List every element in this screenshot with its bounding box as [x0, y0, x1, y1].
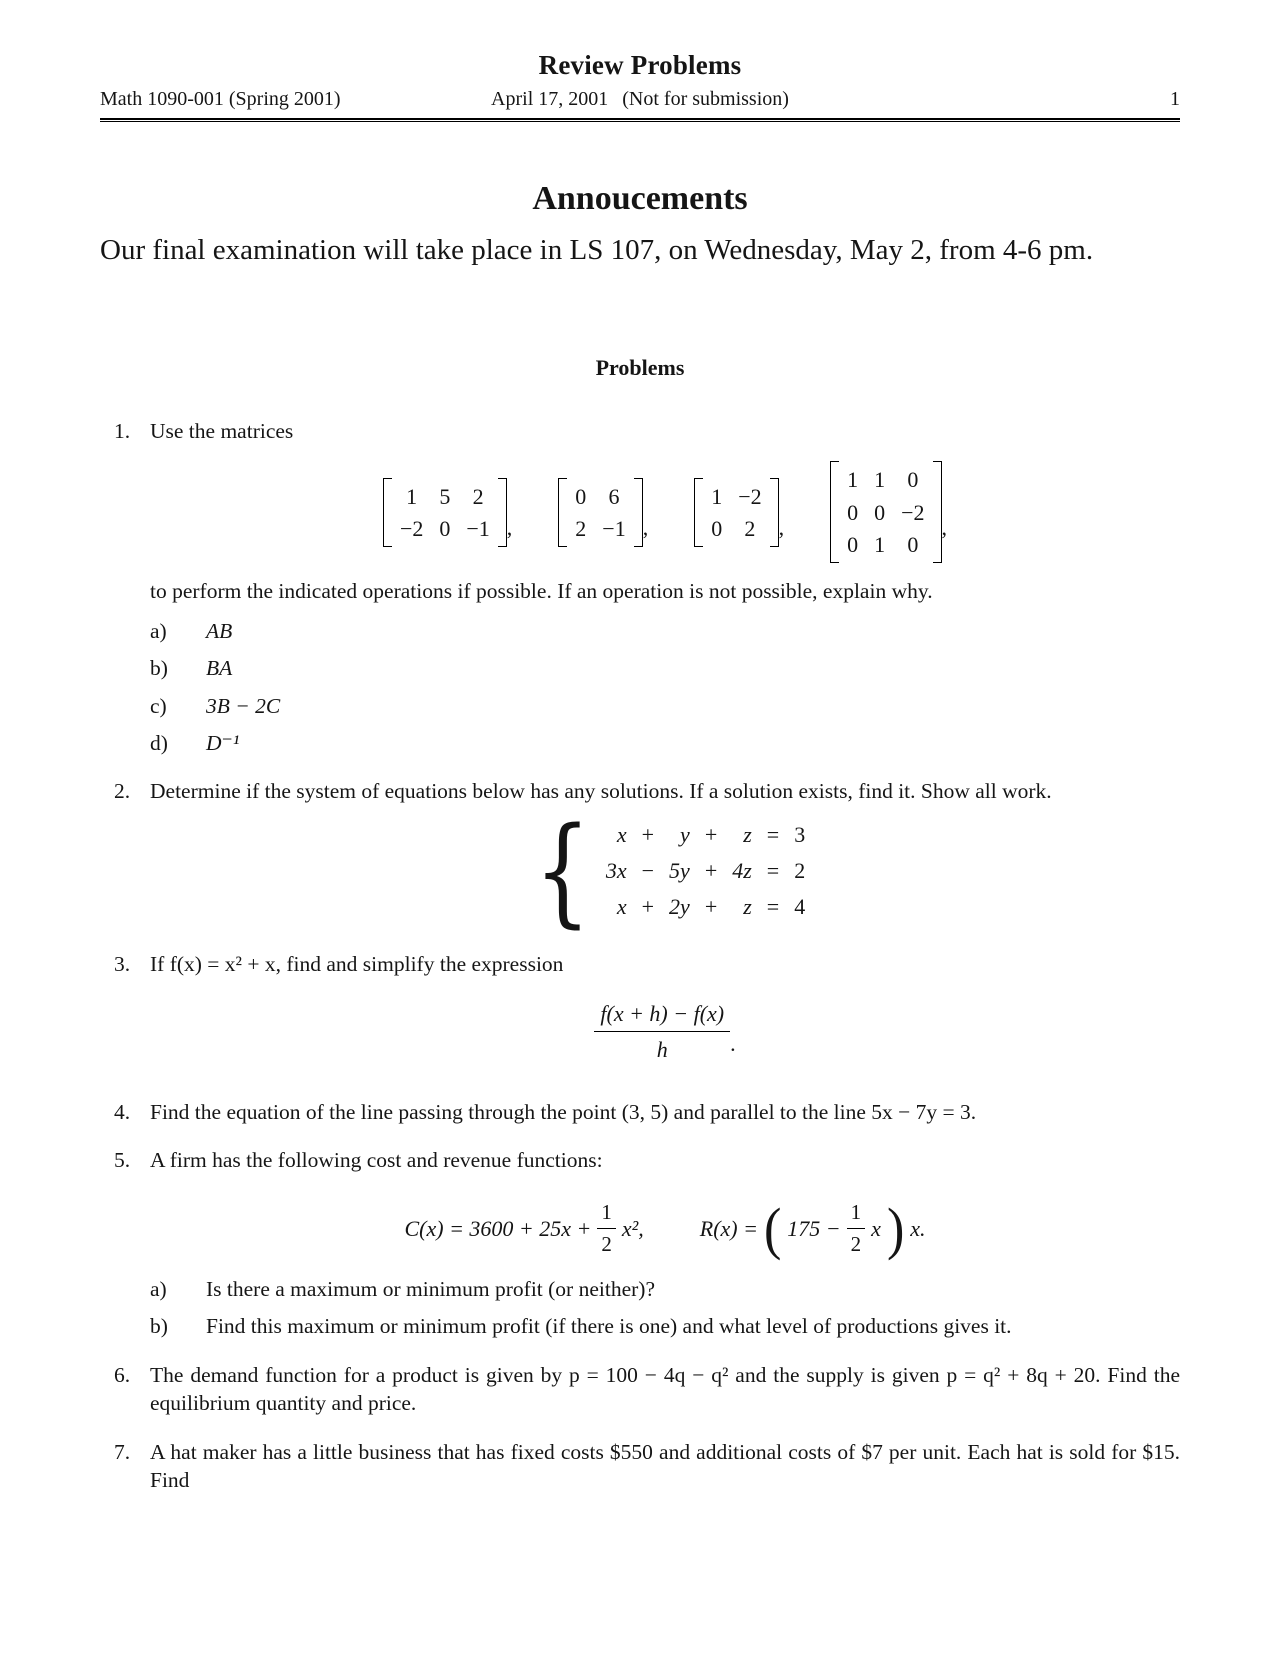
matrix-cell: −2 [901, 499, 925, 525]
subitem-label: b) [150, 1314, 168, 1339]
matrix-cell: 0 [907, 531, 919, 557]
system-token: z [743, 893, 752, 919]
problem-number: 1. [114, 419, 131, 444]
header-meta [100, 88, 1180, 111]
subitem-math: D⁻¹ [206, 731, 240, 756]
expression-fraction [150, 999, 1180, 1064]
cost-revenue-equation [150, 1195, 1180, 1261]
subitem-label: a) [150, 618, 167, 643]
matrix-row [150, 461, 1180, 562]
problem-number: 7. [114, 1439, 131, 1464]
page-title: Review Problems [538, 50, 742, 80]
system-token: x [616, 821, 627, 847]
problem-body [150, 1361, 1180, 1418]
problem-text: Determine if the system of equations below has any solutions. If a solution exists, find it. Show all work. [150, 779, 1052, 804]
system-grid [606, 820, 805, 921]
problem-body [150, 1098, 1180, 1126]
system-token: + [641, 893, 655, 919]
announcement-text: Our final examination will take place in LS 107, on Wednesday, May 2, from 4-6 pm. [100, 234, 1094, 266]
fraction-numerator: f(x + h) − f(x) [594, 999, 730, 1032]
problem-text: Find the equation of the line passing through the point (3, 5) and parallel to the line 5x − 7y = 3. [150, 1099, 977, 1124]
system-token: − [641, 857, 655, 883]
system-token: + [704, 857, 718, 883]
matrix-cell: −1 [602, 515, 626, 541]
problem-list [100, 417, 1180, 1494]
problem-body [150, 1146, 1180, 1341]
matrix-a [383, 478, 507, 547]
subitem-math: AB [206, 618, 233, 643]
problem-body [150, 777, 1180, 939]
problem-1 [114, 417, 1180, 757]
small-fraction [597, 1199, 616, 1259]
system-token: 2 [794, 857, 806, 883]
subitem-label: b) [150, 656, 168, 681]
matrix-b-grid [567, 478, 633, 547]
fraction-denominator: h [656, 1036, 668, 1062]
right-bracket [498, 478, 507, 547]
subitem-d [150, 729, 1180, 757]
problem-number: 6. [114, 1362, 131, 1387]
problem-body [150, 1438, 1180, 1495]
fraction-denominator: 2 [601, 1232, 612, 1257]
matrix-cell: 2 [472, 483, 484, 509]
problem-6 [114, 1361, 1180, 1418]
problem-body [150, 950, 1180, 1077]
fraction-period: . [730, 1030, 736, 1056]
eq-token: x [871, 1216, 881, 1242]
subitem-text: Find this maximum or minimum profit (if there is one) and what level of productions gives it. [206, 1314, 1012, 1339]
matrix-cell: 0 [874, 499, 886, 525]
system-token: + [704, 893, 718, 919]
problems-heading: Problems [595, 355, 685, 381]
eq-token: 175 − [787, 1216, 841, 1242]
submission-note: (Not for submission) [622, 88, 789, 110]
matrix-cell: 0 [439, 515, 451, 541]
problem-text: If f(x) = x² + x, find and simplify the expression [150, 952, 564, 977]
matrix-cell: 2 [744, 515, 756, 541]
system-token: + [641, 821, 655, 847]
matrix-a-grid [392, 478, 498, 547]
matrix-cell: 5 [439, 483, 451, 509]
eq-token: x. [910, 1216, 926, 1242]
big-paren-close: ) [886, 1195, 905, 1261]
right-bracket [634, 478, 643, 547]
system-token: 4 [794, 893, 806, 919]
subitem-b [150, 1312, 1180, 1340]
matrix-cell: 1 [874, 467, 886, 493]
matrix-comma: , [642, 514, 649, 540]
problem-text: A firm has the following cost and revenue functions: [150, 1148, 603, 1173]
problem-5 [114, 1146, 1180, 1341]
problem-intro: Use the matrices [150, 419, 294, 444]
left-bracket [383, 478, 392, 547]
problem-number: 2. [114, 779, 131, 804]
matrix-cell: 1 [406, 483, 418, 509]
subitem-label: c) [150, 693, 167, 718]
matrix-cell: 0 [907, 467, 919, 493]
matrix-cell: 1 [847, 467, 859, 493]
matrix-comma: , [778, 514, 785, 540]
subitem-a [150, 1275, 1180, 1303]
subitem-c [150, 692, 1180, 720]
subitem-b [150, 654, 1180, 682]
system-token: 5y [669, 857, 690, 883]
equation-system [150, 800, 1180, 939]
eq-token: R(x) = [699, 1216, 758, 1242]
matrix-cell: −2 [738, 483, 762, 509]
system-token: 4z [732, 857, 752, 883]
problem-1-items [150, 617, 1180, 758]
problem-number: 3. [114, 952, 131, 977]
system-token: = [766, 821, 780, 847]
right-bracket [770, 478, 779, 547]
problem-text: A hat maker has a little business that has fixed costs $550 and additional costs of $7 per unit. Each hat is sold for $15. Find [150, 1439, 1180, 1492]
problem-text: The demand function for a product is given by p = 100 − 4q − q² and the supply is given p = q² + 8q + 20. Find the equilibrium quantity and price. [150, 1362, 1180, 1416]
matrix-cell: 1 [874, 531, 886, 557]
eq-token: C(x) = 3600 + 25x + [404, 1216, 592, 1242]
fraction [594, 999, 730, 1064]
course-label: Math 1090-001 (Spring 2001) [100, 88, 341, 110]
small-fraction [847, 1199, 866, 1259]
matrix-d [830, 461, 941, 562]
left-bracket [694, 478, 703, 547]
problem-number: 4. [114, 1099, 131, 1124]
matrix-cell: 0 [847, 531, 859, 557]
problem-outro: to perform the indicated operations if possible. If an operation is not possible, explain why. [150, 578, 933, 603]
system-brace: { [534, 800, 591, 939]
matrix-cell: 2 [575, 515, 587, 541]
problem-2 [114, 777, 1180, 939]
problem-4 [114, 1098, 1180, 1126]
header [100, 50, 1180, 122]
matrix-c [694, 478, 778, 547]
matrix-cell: −2 [399, 515, 424, 541]
problem-3 [114, 950, 1180, 1077]
subitem-math: 3B − 2C [206, 693, 281, 718]
big-paren-open: ( [763, 1195, 782, 1261]
system-token: z [743, 821, 752, 847]
matrix-cell: −1 [466, 515, 490, 541]
problem-7 [114, 1438, 1180, 1495]
subitem-label: a) [150, 1277, 167, 1301]
system-token: + [704, 821, 718, 847]
matrix-cell: 0 [575, 483, 587, 509]
subitem-text: Is there a maximum or minimum profit (or neither)? [206, 1277, 655, 1301]
matrix-comma: , [506, 514, 513, 540]
matrix-cell: 6 [608, 483, 620, 509]
date-line [491, 88, 789, 111]
matrix-cell: 0 [711, 515, 723, 541]
matrix-comma: , [941, 514, 948, 540]
subitem-label: d) [150, 731, 168, 756]
date-label: April 17, 2001 [491, 88, 609, 110]
left-bracket [830, 461, 839, 562]
right-bracket [933, 461, 942, 562]
system-token: x [616, 893, 627, 919]
problem-5-items [150, 1275, 1180, 1341]
fraction-numerator: 1 [597, 1199, 616, 1230]
matrix-d-grid [839, 461, 932, 562]
problem-number: 5. [114, 1148, 131, 1173]
system-token: 3 [794, 821, 806, 847]
system-token: = [766, 857, 780, 883]
eq-token: x², [621, 1216, 644, 1242]
system-token: 3x [605, 857, 627, 883]
fraction-denominator: 2 [850, 1232, 862, 1257]
system-token: y [680, 821, 690, 847]
fraction-numerator: 1 [847, 1199, 866, 1230]
announcements-heading: Annoucements [532, 180, 748, 217]
problem-body [150, 417, 1180, 757]
matrix-cell: 0 [847, 499, 859, 525]
page-number: 1 [1170, 88, 1180, 110]
header-rule [100, 118, 1180, 122]
matrix-c-grid [703, 478, 769, 547]
system-token: = [766, 893, 780, 919]
subitem-a [150, 617, 1180, 645]
subitem-math: BA [206, 656, 233, 681]
matrix-cell: 1 [711, 483, 723, 509]
left-bracket [558, 478, 567, 547]
matrix-b [558, 478, 642, 547]
system-token: 2y [669, 893, 690, 919]
